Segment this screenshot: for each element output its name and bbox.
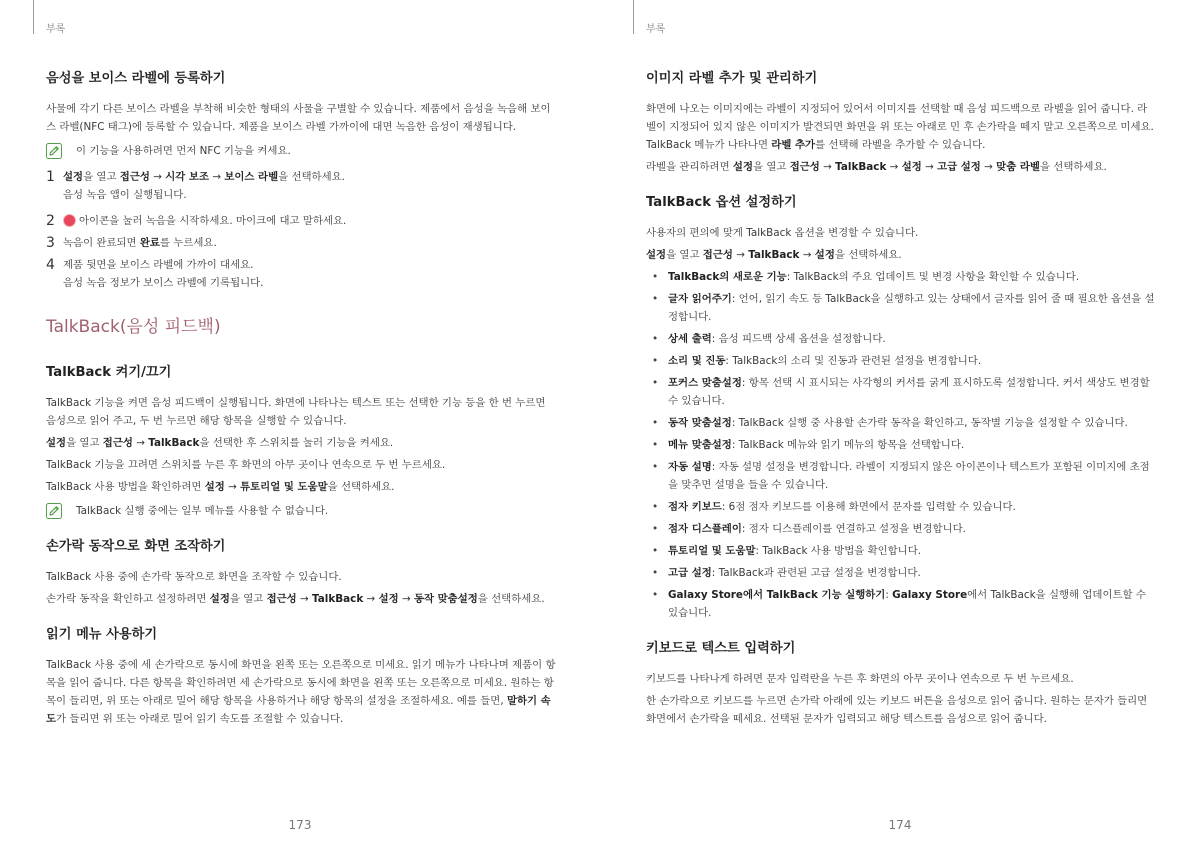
section-options — [646, 194, 1156, 622]
list-item: • 고급 설정: TalkBack과 관련된 고급 설정을 변경합니다. — [646, 564, 1156, 582]
step-number: 2 — [46, 213, 55, 229]
paragraph: 라벨을 관리하려면 설정을 열고 접근성 → TalkBack → 설정 → 고급 설정 → 맞춤 라벨을 선택하세요. — [646, 161, 1107, 173]
paragraph: 손가락 동작을 확인하고 설정하려면 설정을 열고 접근성 → TalkBack → 설정 → 동작 맞춤설정을 선택하세요. — [46, 593, 545, 605]
paragraph: 한 손가락으로 키보드를 누르면 손가락 아래에 있는 키보드 버튼을 음성으로 읽어 줍니다. 원하는 문자가 들리면 화면에서 손가락을 떼세요. 선택된 문자가 입력되고 해당 텍스트를 음성으로 읽어 줍니다. — [646, 695, 1148, 725]
list-item: • Galaxy Store에서 TalkBack 기능 실행하기: Galaxy Store에서 TalkBack을 실행해 업데이트할 수 있습니다. — [646, 586, 1156, 622]
page-header: 부록 — [46, 24, 66, 35]
step-text: 녹음이 완료되면 완료를 누르세요. — [63, 237, 217, 249]
list-item: • 점자 키보드: 6점 점자 키보드를 이용해 화면에서 문자를 입력할 수 있습니다. — [646, 498, 1156, 516]
paragraph: TalkBack 사용 중에 세 손가락으로 동시에 화면을 왼쪽 또는 오른쪽으로 미세요. 읽기 메뉴가 나타나며 제품이 항목을 읽어 줍니다. 다른 항목을 확인하려면 세 손가락으로 동시에 화면을 왼쪽 또는 오른쪽으로 미세요. 원하는 항목이 들리면, 위 또는 아래로 밀어 해당 항목을 사용하거나 해당 항목의 설정을 조절하세요. 예를 들면, 말하기 속도가 들리면 위 또는 아래로 밀어 읽기 속도를 조절할 수 있습니다. — [46, 659, 556, 725]
right-content — [646, 70, 1156, 746]
note — [46, 142, 556, 160]
section-title: 키보드로 텍스트 입력하기 — [646, 641, 796, 656]
list-item: • 동작 맞춤설정: TalkBack 실행 중 사용할 손가락 동작을 확인하고, 동작별 기능을 설정할 수 있습니다. — [646, 414, 1156, 432]
page-number: 174 — [888, 818, 912, 832]
paragraph: 화면에 나오는 이미지에는 라벨이 지정되어 있어서 이미지를 선택할 때 음성 피드백으로 라벨을 읽어 줍니다. 라벨이 지정되어 있지 않은 이미지가 발견되면 화면을 위 또는 아래로 민 후 손가락을 떼지 말고 오른쪽으로 미세요. TalkBack 메뉴가 나타나면 라벨 추가를 선택해 라벨을 추가할 수 있습니다. — [646, 103, 1154, 151]
step-4 — [46, 256, 556, 292]
paragraph: TalkBack 기능을 끄려면 스위치를 누른 후 화면의 아무 곳이나 연속으로 두 번 누르세요. — [46, 459, 446, 471]
step-number: 1 — [46, 169, 55, 185]
note-pencil-icon — [46, 143, 62, 159]
section-title: TalkBack 켜기/끄기 — [46, 365, 172, 380]
section-title: 음성을 보이스 라벨에 등록하기 — [46, 71, 226, 86]
paragraph: 사용자의 편의에 맞게 TalkBack 옵션을 변경할 수 있습니다. — [646, 227, 919, 239]
list-item: • 소리 및 진동: TalkBack의 소리 및 진동과 관련된 설정을 변경합니다. — [646, 352, 1156, 370]
step-number: 4 — [46, 257, 55, 273]
note-pencil-icon — [46, 503, 62, 519]
note-text: 이 기능을 사용하려면 먼저 NFC 기능을 켜세요. — [76, 145, 291, 157]
note-text: TalkBack 실행 중에는 일부 메뉴를 사용할 수 없습니다. — [76, 505, 329, 517]
step-text: 제품 뒷면을 보이스 라벨에 가까이 대세요. — [63, 259, 254, 271]
step-1 — [46, 168, 556, 204]
step-text: 아이콘을 눌러 녹음을 시작하세요. 마이크에 대고 말하세요. — [63, 212, 346, 230]
section-title: TalkBack 옵션 설정하기 — [646, 195, 797, 210]
paragraph: TalkBack 기능을 켜면 음성 피드백이 실행됩니다. 화면에 나타나는 텍스트 또는 선택한 기능 등을 한 번 누르면 음성으로 읽어 주고, 두 번 누르면 해당 항목을 실행할 수 있습니다. — [46, 397, 546, 427]
paragraph: 설정을 열고 접근성 → TalkBack을 선택한 후 스위치를 눌러 기능을 켜세요. — [46, 437, 394, 449]
options-list — [646, 268, 1156, 622]
list-item: • 점자 디스플레이: 점자 디스플레이를 연결하고 설정을 변경합니다. — [646, 520, 1156, 538]
page-number: 173 — [288, 818, 312, 832]
list-item: • TalkBack의 새로운 기능: TalkBack의 주요 업데이트 및 변경 사항을 확인할 수 있습니다. — [646, 268, 1156, 286]
step-text: 설정을 열고 접근성 → 시각 보조 → 보이스 라벨을 선택하세요. — [63, 171, 345, 183]
paragraph: TalkBack 사용 방법을 확인하려면 설정 → 튜토리얼 및 도움말을 선택하세요. — [46, 481, 395, 493]
list-item: • 메뉴 맞춤설정: TalkBack 메뉴와 읽기 메뉴의 항목을 선택합니다. — [646, 436, 1156, 454]
right-page — [600, 0, 1200, 848]
section-keyboard — [646, 640, 1156, 728]
section-reading-menu — [46, 626, 556, 728]
step-3 — [46, 234, 556, 252]
left-content — [46, 70, 556, 746]
section-image-labels — [646, 70, 1156, 176]
step-2 — [46, 212, 556, 230]
section-gestures — [46, 538, 556, 608]
section-title: 손가락 동작으로 화면 조작하기 — [46, 539, 226, 554]
paragraph: 키보드를 나타나게 하려면 문자 입력란을 누른 후 화면의 아무 곳이나 연속으로 두 번 누르세요. — [646, 673, 1074, 685]
step-subtext: 음성 녹음 앱이 실행됩니다. — [63, 189, 187, 201]
section-title: 이미지 라벨 추가 및 관리하기 — [646, 71, 818, 86]
page-edge-line — [633, 0, 634, 34]
section-talkback-toggle — [46, 364, 556, 520]
list-item: • 상세 출력: 음성 피드백 상세 옵션을 설정합니다. — [646, 330, 1156, 348]
page-edge-line — [33, 0, 34, 34]
record-icon — [63, 214, 76, 227]
paragraph: TalkBack 사용 중에 손가락 동작으로 화면을 조작할 수 있습니다. — [46, 571, 342, 583]
paragraph: 사물에 각기 다른 보이스 라벨을 부착해 비슷한 형태의 사물을 구별할 수 있습니다. 제품에서 음성을 녹음해 보이스 라벨(NFC 태그)에 등록할 수 있습니다. 제품을 보이스 라벨 가까이에 대면 녹음한 음성이 재생됩니다. — [46, 103, 551, 133]
list-item: • 튜토리얼 및 도움말: TalkBack 사용 방법을 확인합니다. — [646, 542, 1156, 560]
section-title: 읽기 메뉴 사용하기 — [46, 627, 158, 642]
paragraph: 설정을 열고 접근성 → TalkBack → 설정을 선택하세요. — [646, 249, 902, 261]
list-item: • 글자 읽어주기: 언어, 읽기 속도 등 TalkBack을 실행하고 있는 상태에서 글자를 읽어 줄 때 필요한 옵션을 설정합니다. — [646, 290, 1156, 326]
note — [46, 502, 556, 520]
list-item: • 포커스 맞춤설정: 항목 선택 시 표시되는 사각형의 커서를 굵게 표시하도록 설정합니다. 커서 색상도 변경할 수 있습니다. — [646, 374, 1156, 410]
page-header: 부록 — [646, 24, 666, 35]
chapter-title: TalkBack(음성 피드백) — [46, 317, 221, 337]
section-voice-label — [46, 70, 556, 292]
list-item: • 자동 설명: 자동 설명 설정을 변경합니다. 라벨이 지정되지 않은 아이콘이나 텍스트가 포함된 이미지에 초점을 맞추면 설명을 들을 수 있습니다. — [646, 458, 1156, 494]
step-subtext: 음성 녹음 정보가 보이스 라벨에 기록됩니다. — [63, 277, 264, 289]
step-number: 3 — [46, 235, 55, 251]
